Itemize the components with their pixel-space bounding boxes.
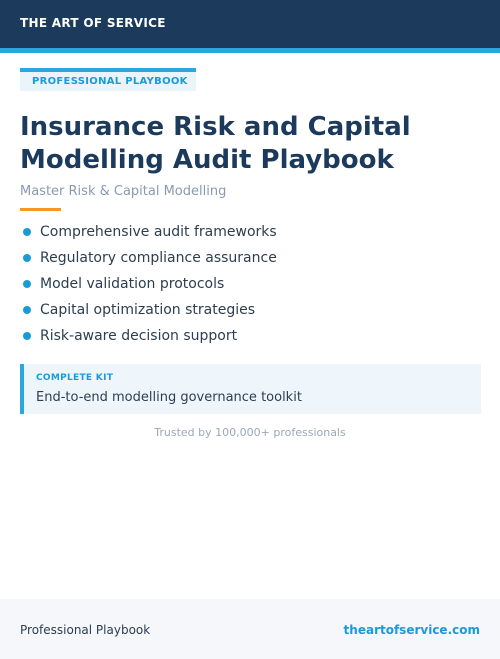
- bullet-icon: [23, 332, 31, 340]
- list-item: [20, 274, 480, 300]
- feature-text: Capital optimization strategies: [40, 302, 255, 318]
- complete-kit-callout: [20, 364, 481, 414]
- category-tag: [20, 68, 196, 91]
- kit-label: COMPLETE KIT: [36, 373, 114, 383]
- accent-strip: [0, 48, 500, 53]
- list-item: [20, 248, 480, 274]
- subtitle: Master Risk & Capital Modelling: [20, 184, 227, 199]
- list-item: [20, 326, 480, 352]
- trust-statement: Trusted by 100,000+ professionals: [154, 426, 346, 439]
- footer: [0, 599, 500, 659]
- footer-label: Professional Playbook: [20, 623, 151, 637]
- feature-list: [20, 222, 480, 352]
- feature-text: Risk-aware decision support: [40, 328, 238, 344]
- bullet-icon: [23, 254, 31, 262]
- title-line-2: Modelling Audit Playbook: [20, 145, 394, 175]
- category-tag-label: PROFESSIONAL PLAYBOOK: [32, 76, 188, 87]
- top-banner: [0, 0, 500, 48]
- page-title: [20, 111, 490, 177]
- feature-text: Comprehensive audit frameworks: [40, 224, 277, 240]
- kit-description: End-to-end modelling governance toolkit: [36, 390, 302, 405]
- title-line-1: Insurance Risk and Capital: [20, 112, 411, 142]
- bullet-icon: [23, 306, 31, 314]
- feature-text: Model validation protocols: [40, 276, 225, 292]
- list-item: [20, 222, 480, 248]
- bullet-icon: [23, 228, 31, 236]
- list-item: [20, 300, 480, 326]
- bullet-icon: [23, 280, 31, 288]
- brand-name: THE ART OF SERVICE: [20, 16, 166, 30]
- website-link[interactable]: theartofservice.com: [343, 623, 480, 637]
- divider: [20, 208, 61, 211]
- feature-text: Regulatory compliance assurance: [40, 250, 277, 266]
